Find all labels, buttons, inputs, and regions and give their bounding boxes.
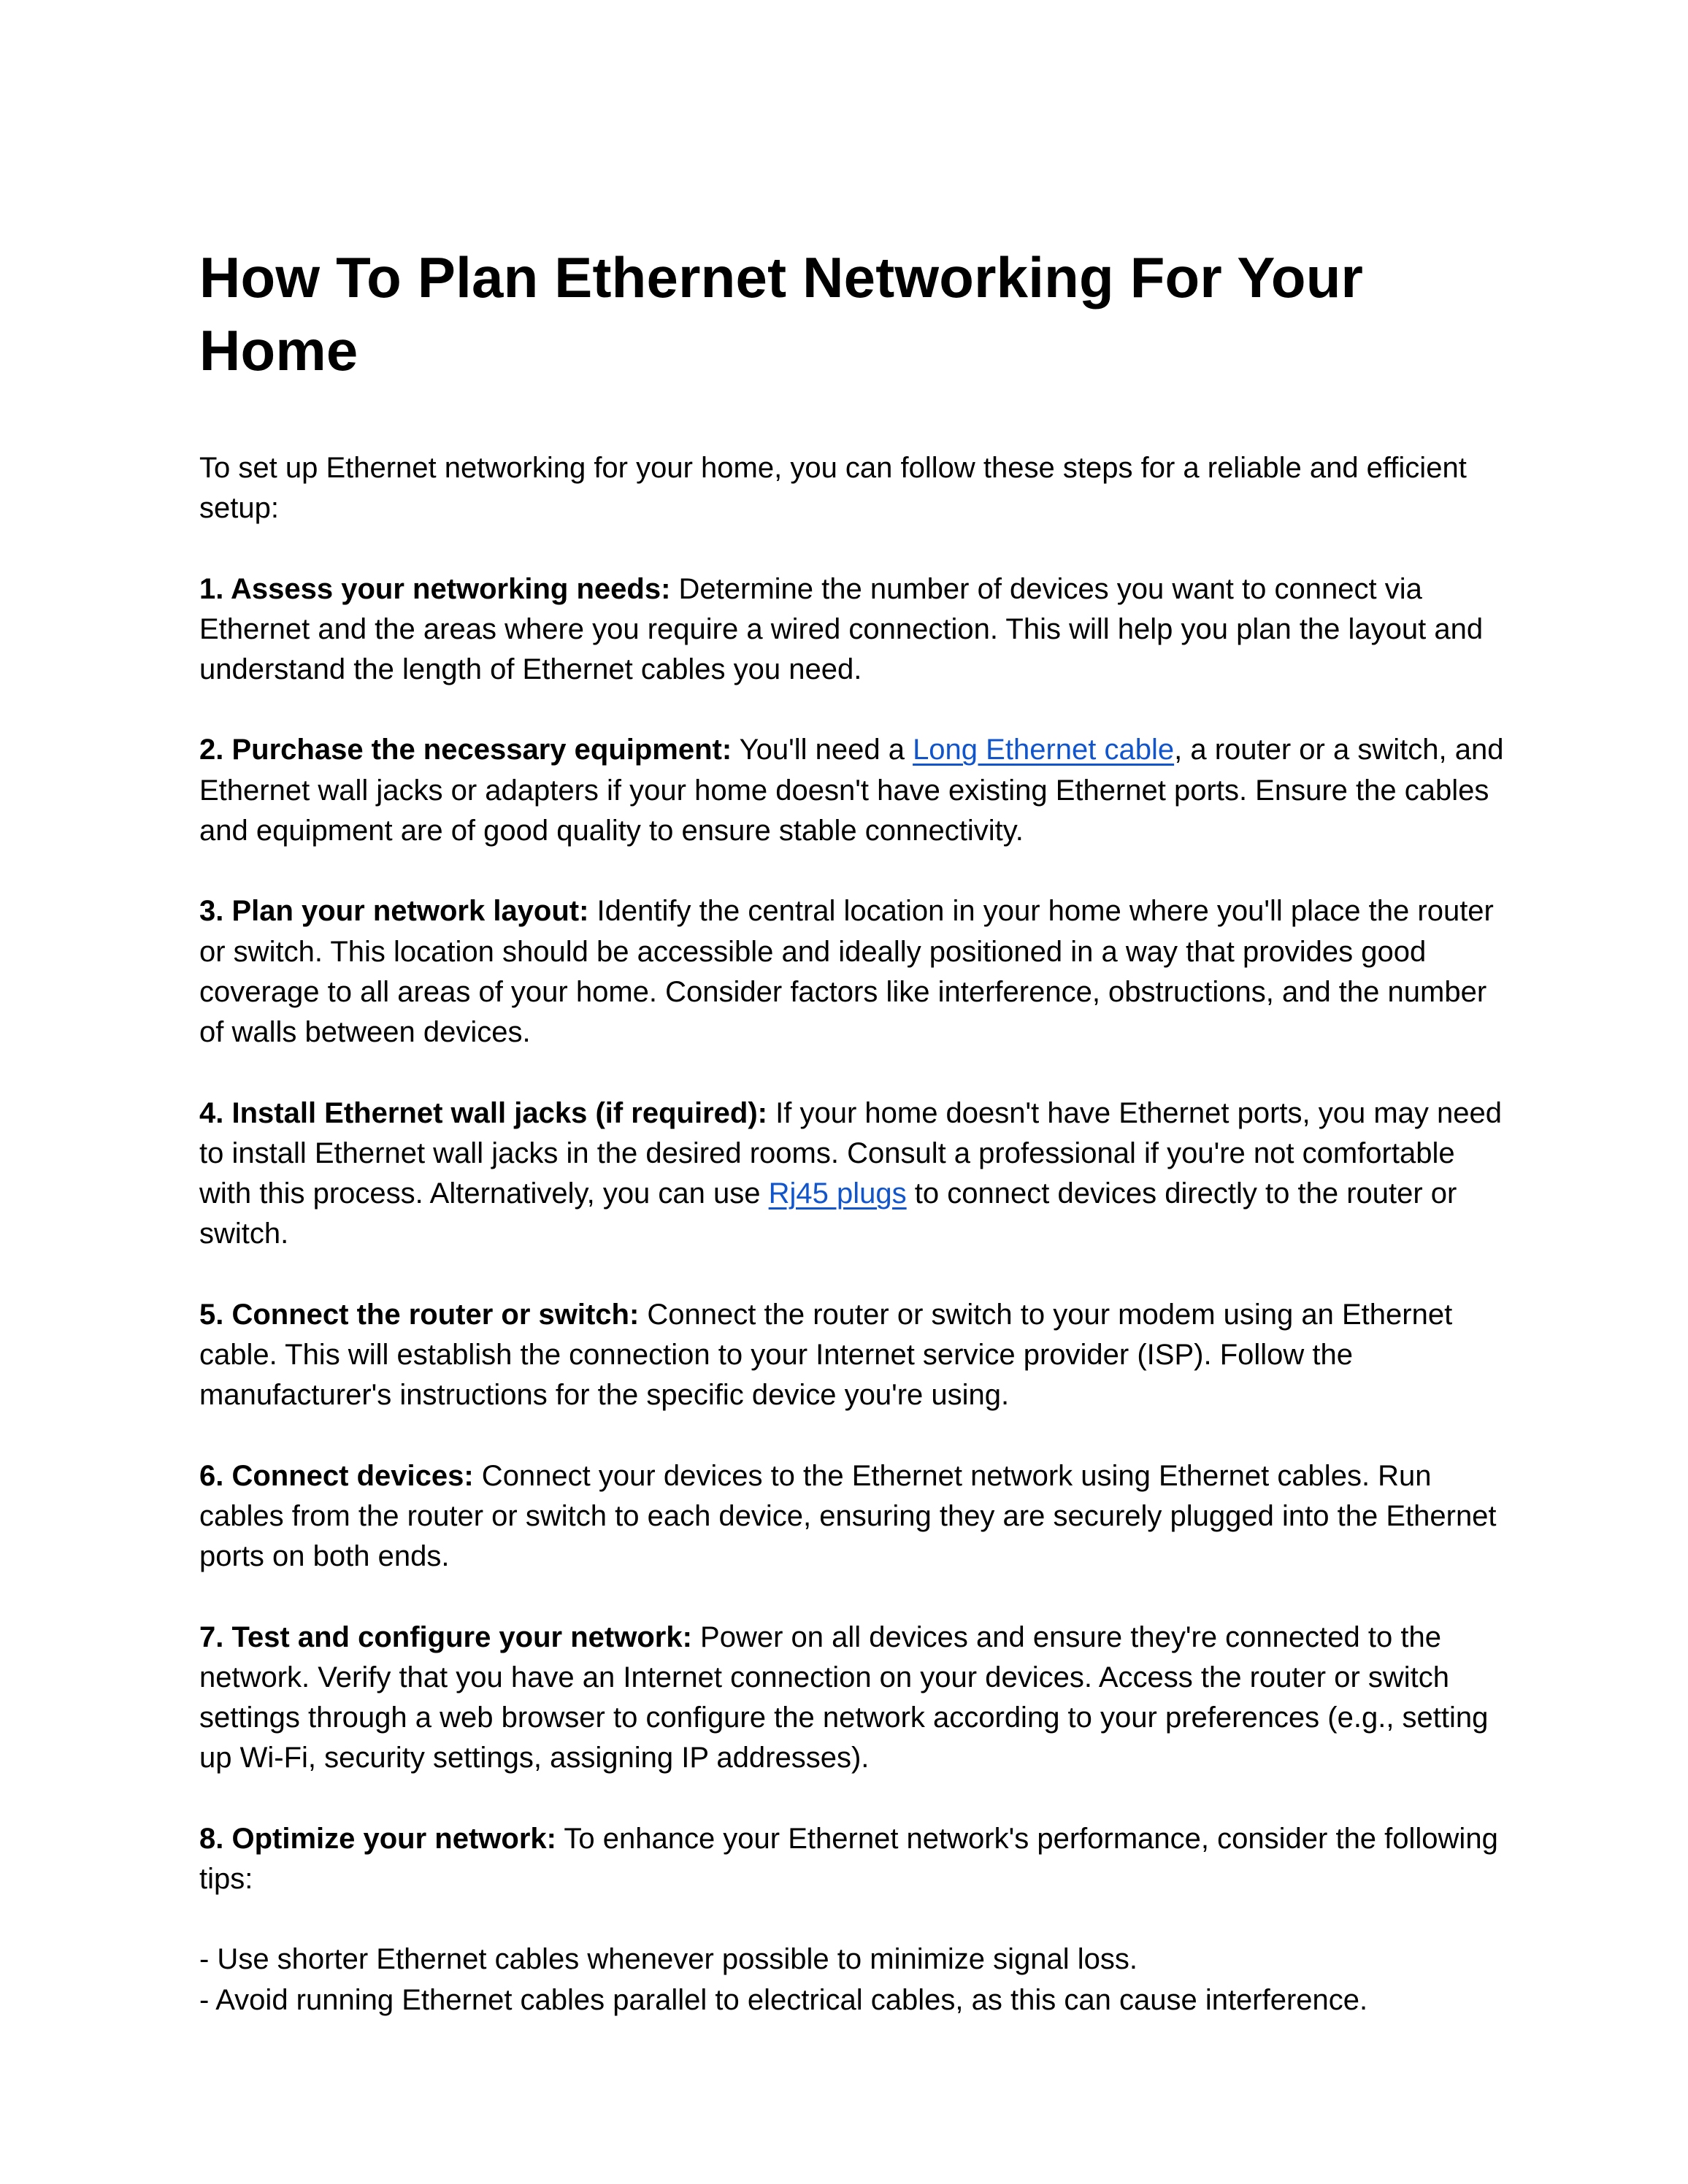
step-text: to connect devices directly to the router or switch. — [199, 1177, 1457, 1250]
step-heading: 8. Optimize your network: — [199, 1822, 556, 1855]
step-7 — [199, 1618, 1506, 1779]
tip-item: - Avoid running Ethernet cables parallel to electrical cables, as this can cause interference. — [199, 1983, 1368, 2016]
step-text: , a router or a switch, and Ethernet wall jacks or adapters if your home doesn't have existing Ethernet ports. Ensure the cables and equipment are of good quality to ensure stable connectivity. — [199, 734, 1504, 847]
intro-paragraph: To set up Ethernet networking for your home, you can follow these steps for a reliable and efficient setup: — [199, 452, 1467, 525]
step-text: Connect the router or switch to your modem using an Ethernet cable. This will establish the connection to your Internet service provider (ISP). Follow the manufacturer's instructions for the specific device you're using. — [199, 1298, 1453, 1412]
document-page — [199, 241, 1506, 2020]
step-text: Determine the number of devices you want to connect via Ethernet and the areas where you require a wired connection. This will help you plan the layout and understand the length of Ethernet cables you need. — [199, 572, 1484, 686]
step-heading: 2. Purchase the necessary equipment: — [199, 734, 732, 766]
step-4 — [199, 1093, 1506, 1255]
step-heading: 6. Connect devices: — [199, 1459, 474, 1492]
step-6 — [199, 1456, 1506, 1577]
step-2 — [199, 730, 1506, 851]
step-heading: 1. Assess your networking needs: — [199, 572, 671, 605]
step-text: To enhance your Ethernet network's performance, consider the following tips: — [199, 1822, 1498, 1896]
step-text: You'll need a — [732, 734, 913, 766]
step-text: Power on all devices and ensure they're connected to the network. Verify that you have an Internet connection on your devices. Access the router or switch settings through a web browser to configure the network according to your preferences (e.g., setting up Wi-Fi, security settings, assigning IP addresses). — [199, 1620, 1489, 1774]
rj45-plugs-link[interactable]: Rj45 plugs — [768, 1177, 907, 1210]
step-text: Connect your devices to the Ethernet network using Ethernet cables. Run cables from the router or switch to each device, ensuring they are securely plugged into the Ethernet ports on both ends. — [199, 1459, 1497, 1573]
step-5 — [199, 1295, 1506, 1416]
step-heading: 4. Install Ethernet wall jacks (if required): — [199, 1096, 767, 1129]
tip-item: - Use shorter Ethernet cables whenever possible to minimize signal loss. — [199, 1943, 1138, 1976]
step-heading: 7. Test and configure your network: — [199, 1620, 692, 1653]
step-heading: 3. Plan your network layout: — [199, 895, 589, 928]
step-8 — [199, 1819, 1506, 1900]
step-3 — [199, 891, 1506, 1053]
tips-list — [199, 1939, 1506, 2020]
long-ethernet-cable-link[interactable]: Long Ethernet cable — [913, 734, 1175, 766]
step-text: If your home doesn't have Ethernet ports, you may need to install Ethernet wall jacks in the desired rooms. Consult a professional if you're not comfortable with this process. Alternatively, you can use — [199, 1096, 1502, 1210]
step-1 — [199, 569, 1506, 691]
step-heading: 5. Connect the router or switch: — [199, 1298, 640, 1331]
step-text: Identify the central location in your home where you'll place the router or switch. This location should be accessible and ideally positioned in a way that provides good coverage to all areas of your home. Consider factors like interference, obstructions, and the number of walls between devices. — [199, 895, 1494, 1049]
document-title: How To Plan Ethernet Networking For Your Home — [199, 245, 1364, 382]
